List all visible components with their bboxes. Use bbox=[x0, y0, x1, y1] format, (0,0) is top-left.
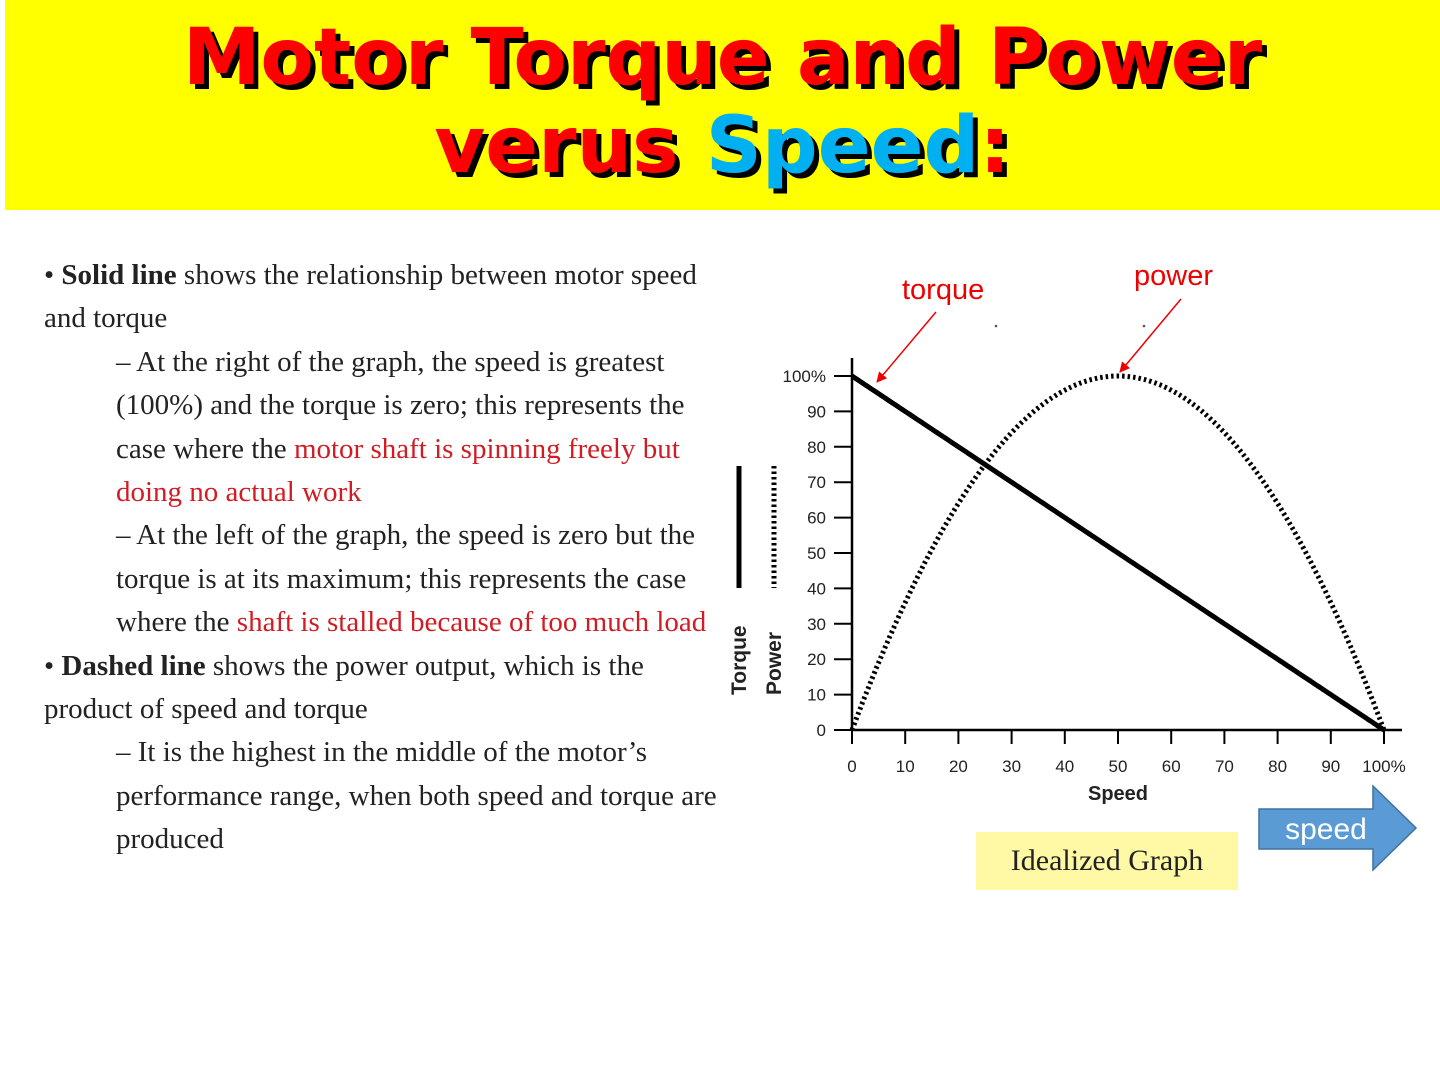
y-tick-label-8: 80 bbox=[807, 437, 826, 457]
y-tick-label-6: 60 bbox=[807, 508, 826, 528]
sub-bullet-left-highlight: shaft is stalled because of too much load bbox=[236, 606, 707, 639]
power-callout-arrow bbox=[1120, 299, 1181, 372]
x-tick-label-1: 10 bbox=[895, 757, 915, 776]
y-tick-label-10: 100% bbox=[782, 367, 826, 386]
y-tick-label-1: 10 bbox=[807, 685, 826, 705]
sub-bullet-middle-text: – It is the highest in the middle of the motor’s performance range, when both speed and torque are produced bbox=[116, 736, 717, 856]
x-tick-label-5: 50 bbox=[1108, 757, 1128, 776]
y-tick-label-7: 70 bbox=[807, 473, 826, 493]
bullet-solid-line: • Solid line shows the relationship between motor speed and torque bbox=[44, 259, 697, 335]
x-tick-label-3: 30 bbox=[1002, 757, 1022, 776]
sub-bullet-right-highlight: motor shaft is spinning freely but doing no actual work bbox=[116, 432, 680, 509]
y-tick-label-9: 90 bbox=[807, 402, 826, 422]
x-tick-label-9: 90 bbox=[1321, 757, 1341, 776]
y-tick-label-2: 20 bbox=[807, 650, 826, 670]
x-tick-label-4: 40 bbox=[1055, 757, 1075, 776]
speed-arrow-label: speed bbox=[1285, 813, 1367, 846]
power-callout-label: power bbox=[1134, 260, 1213, 292]
y-tick-label-4: 40 bbox=[807, 579, 826, 599]
bullet-solid-line-text: shows the relationship between motor speed and torque bbox=[44, 259, 697, 335]
x-tick-label-10: 100% bbox=[1362, 757, 1406, 776]
sub-bullet-left-text: – At the left of the graph, the speed is zero but the torque is at its maximum; this represents the case where the bbox=[116, 519, 696, 639]
x-tick-label-8: 80 bbox=[1268, 757, 1288, 776]
title-verus: verus bbox=[434, 101, 706, 191]
legend-label-power: Power bbox=[763, 631, 786, 695]
stray-dot-1 bbox=[995, 325, 998, 328]
x-tick-label-0: 0 bbox=[847, 757, 857, 776]
x-tick-label-2: 20 bbox=[948, 757, 968, 776]
y-tick-label-5: 50 bbox=[807, 544, 826, 563]
x-axis-label: Speed bbox=[1087, 783, 1149, 805]
y-tick-label-0: 0 bbox=[816, 721, 826, 740]
legend-label-torque: Torque bbox=[728, 625, 751, 695]
bullet-dashed-line: • Dashed line shows the power output, which is the product of speed and torque bbox=[44, 649, 644, 726]
title-speed: Speed bbox=[705, 101, 980, 191]
sub-bullet-right-text: – At the right of the graph, the speed is greatest (100%) and the torque is zero; this represents the case where the bbox=[116, 345, 685, 465]
title-main: Motor Torque and Power bbox=[182, 13, 1263, 103]
x-tick-label-6: 60 bbox=[1161, 757, 1181, 776]
bullet-dashed-line-bold: Dashed line bbox=[61, 649, 206, 682]
torque-callout-label: torque bbox=[902, 274, 985, 306]
y-tick-label-3: 30 bbox=[807, 614, 826, 634]
bullet-dashed-line-text: shows the power output, which is the product of speed and torque bbox=[44, 649, 644, 726]
idealized-graph-caption: Idealized Graph bbox=[976, 832, 1238, 890]
torque-callout-arrow bbox=[877, 312, 936, 382]
title-colon: : bbox=[979, 101, 1011, 191]
bullet-solid-line-bold: Solid line bbox=[61, 259, 177, 291]
stray-dot-2 bbox=[1143, 325, 1146, 328]
x-tick-label-7: 70 bbox=[1214, 757, 1234, 776]
